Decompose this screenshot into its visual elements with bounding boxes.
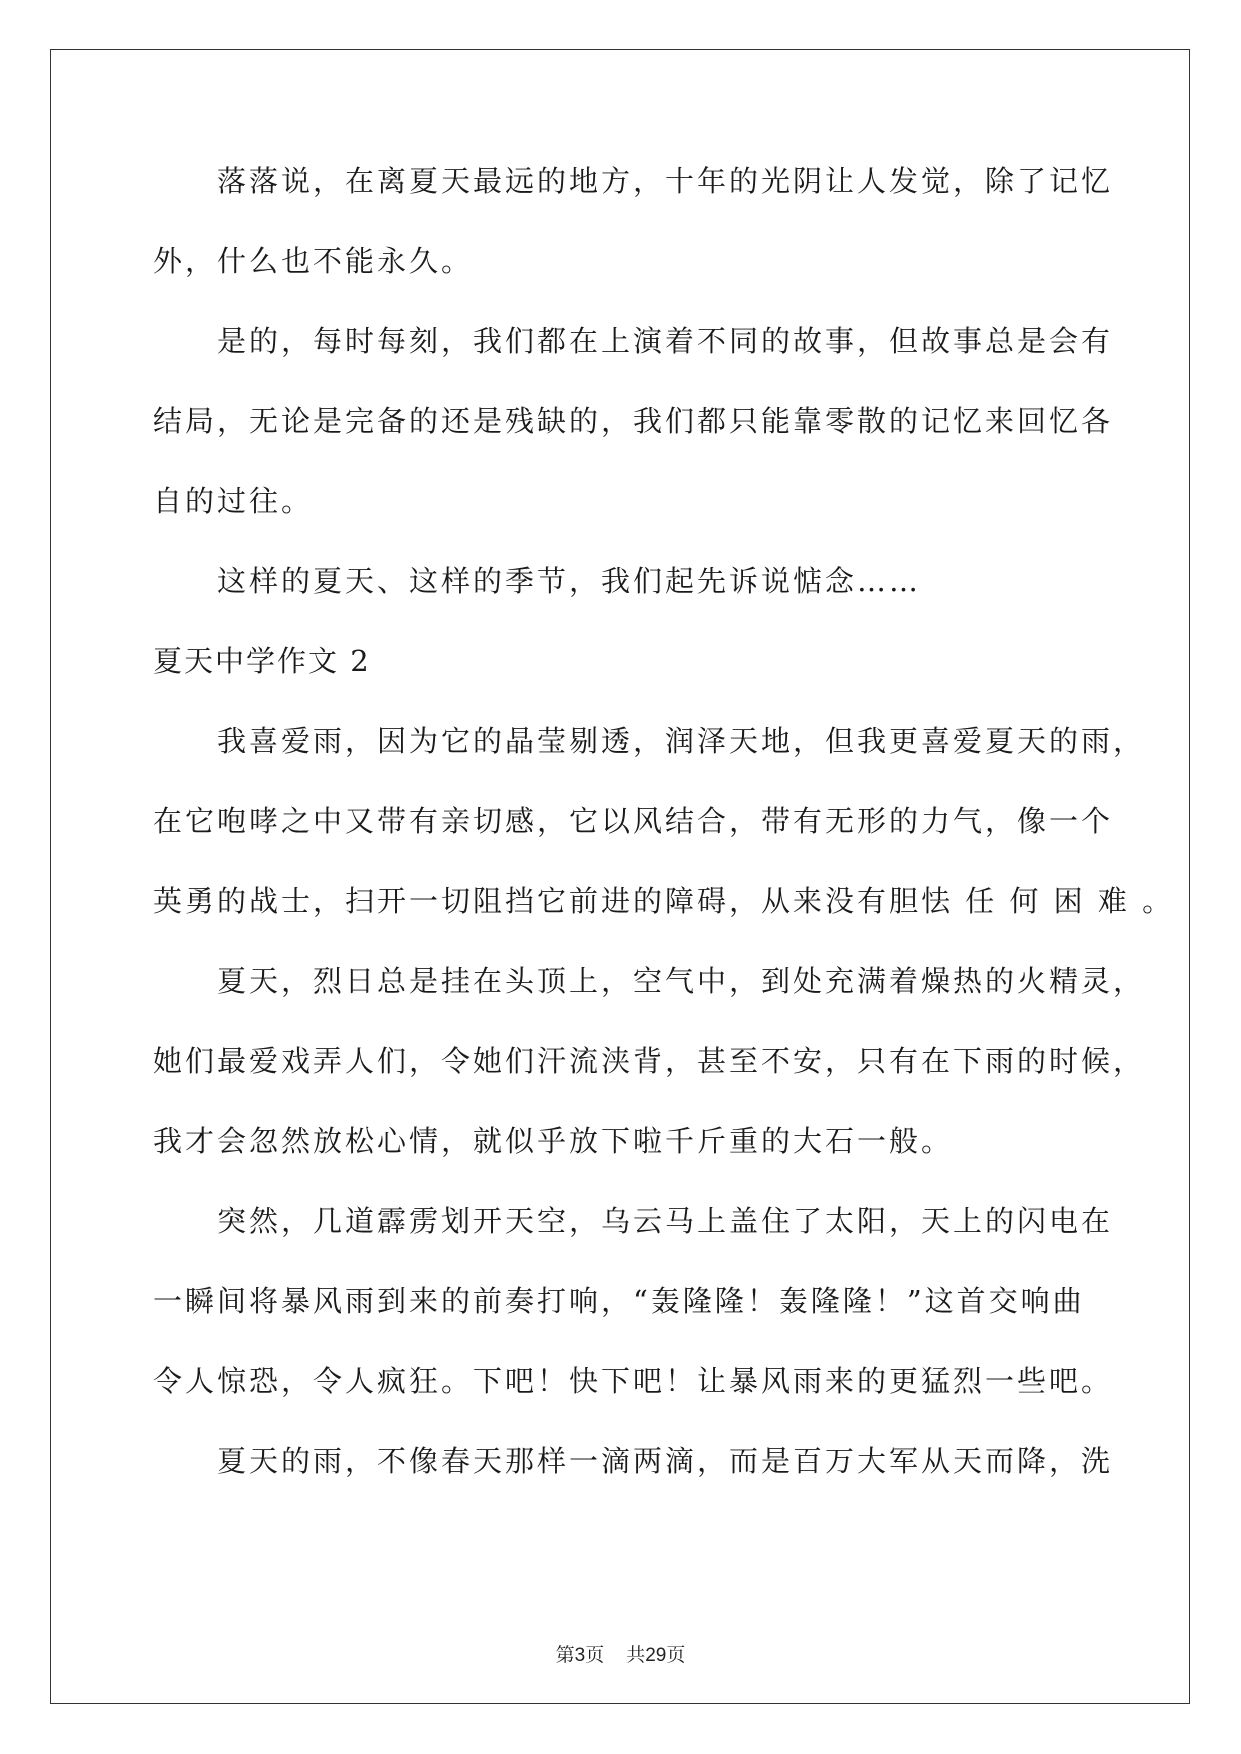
paragraph-line: 落落说，在离夏天最远的地方，十年的光阴让人发觉，除了记忆 [153, 164, 1114, 198]
paragraph-line: 夏天，烈日总是挂在头顶上，空气中，到处充满着燥热的火精灵， [153, 964, 1146, 998]
total-suffix: 页 [666, 1644, 686, 1666]
paragraph-line: 英勇的战士，扫开一切阻挡它前进的障碍，从来没有胆怯 任 何 困 难 。 [153, 884, 1175, 918]
page-number: 3 [574, 1645, 586, 1666]
page-footer [0, 1640, 1241, 1667]
paragraph-line: 我喜爱雨，因为它的晶莹剔透，润泽天地，但我更喜爱夏天的雨， [153, 724, 1146, 758]
paragraph-line: 外，什么也不能永久。 [153, 244, 474, 278]
paragraph-line: 一瞬间将暴风雨到来的前奏打响，“轰隆隆！轰隆隆！”这首交响曲 [153, 1284, 1085, 1318]
total-prefix: 共 [626, 1644, 646, 1666]
section-heading: 夏天中学作文 2 [153, 644, 371, 678]
paragraph-line: 她们最爱戏弄人们，令她们汗流浃背，甚至不安，只有在下雨的时候， [153, 1044, 1146, 1078]
paragraph-line: 突然，几道霹雳划开天空，乌云马上盖住了太阳，天上的闪电在 [153, 1204, 1114, 1238]
paragraph-line: 我才会忽然放松心情，就似乎放下啦千斤重的大石一般。 [153, 1124, 954, 1158]
paragraph-line: 令人惊恐，令人疯狂。下吧！快下吧！让暴风雨来的更猛烈一些吧。 [153, 1364, 1114, 1398]
paragraph-line: 自的过往。 [153, 484, 314, 518]
paragraph-line: 这样的夏天、这样的季节，我们起先诉说惦念…… [153, 564, 922, 598]
page-suffix: 页 [585, 1644, 605, 1666]
paragraph-line: 夏天的雨，不像春天那样一滴两滴，而是百万大军从天而降，洗 [153, 1444, 1114, 1478]
total-pages: 29 [645, 1645, 667, 1666]
paragraph-line: 是的，每时每刻，我们都在上演着不同的故事，但故事总是会有 [153, 324, 1114, 358]
paragraph-line: 在它咆哮之中又带有亲切感，它以风结合，带有无形的力气，像一个 [153, 804, 1114, 838]
paragraph-line: 结局，无论是完备的还是残缺的，我们都只能靠零散的记忆来回忆各 [153, 404, 1114, 438]
page-prefix: 第 [555, 1644, 575, 1666]
document-body [153, 161, 1175, 1521]
